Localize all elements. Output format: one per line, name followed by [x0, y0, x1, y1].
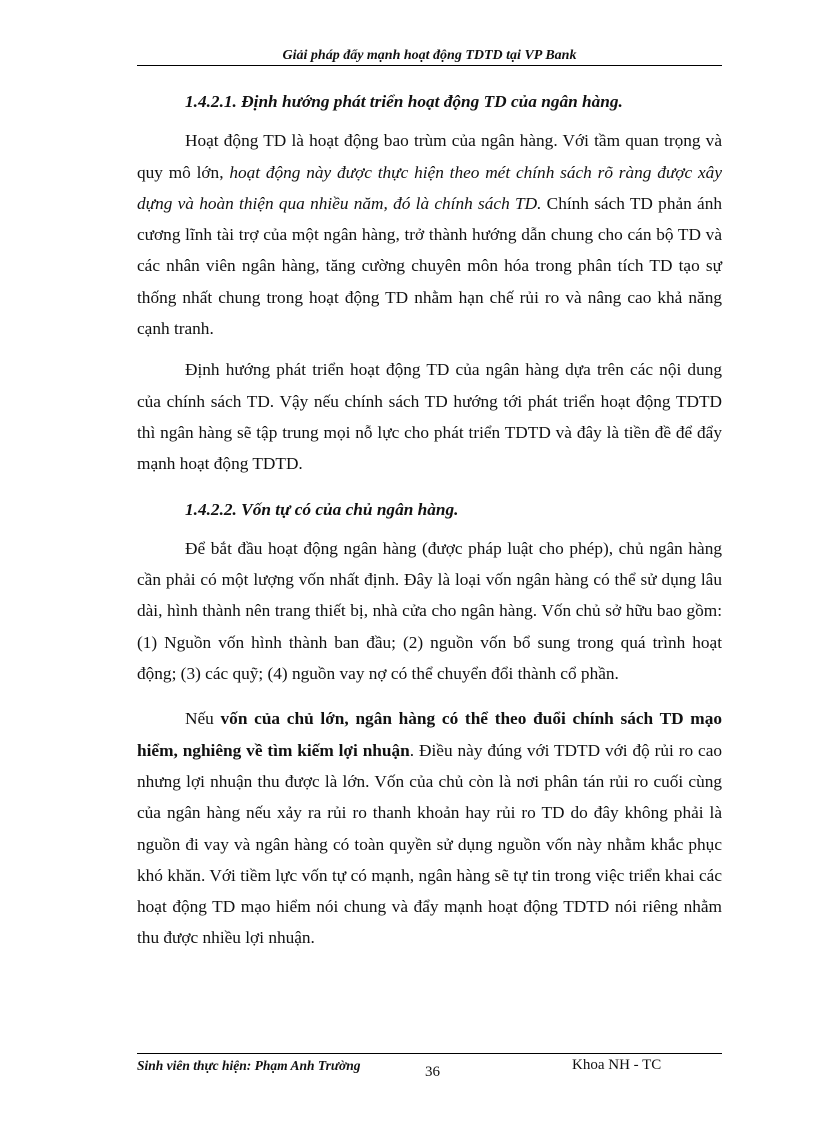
paragraph: [137, 125, 722, 344]
paragraph: [137, 703, 722, 953]
paragraph-text: Hoạt động TD là hoạt động bao trùm của ngân hàng. Với tầm quan trọng và quy mô lớn,: [137, 131, 722, 182]
page-header: [137, 48, 722, 66]
footer-student: Sinh viên thực hiện: Phạm Anh Trường: [137, 1058, 361, 1073]
document-body: [137, 86, 722, 964]
bold-text: vốn của chủ lớn, ngân hàng có thể theo đuổi chính sách TD mạo hiểm, nghiêng về tìm kiếm lợi nhuận: [137, 709, 722, 760]
section-heading: 1.4.2.1. Định hướng phát triển hoạt động TD của ngân hàng.: [185, 92, 623, 111]
paragraph: Định hướng phát triển hoạt động TD của ngân hàng dựa trên các nội dung của chính sách TD. Vậy nếu chính sách TD hướng tới phát triển hoạt động TDTD thì ngân hàng sẽ tập trung mọi nỗ lực cho phát triển TDTD và đây là tiền đề để đẩy mạnh hoạt động TDTD.: [137, 360, 722, 474]
italic-text: hoạt động này được thực hiện theo mét chính sách rõ ràng được xây dựng và hoàn thiện qua nhiều năm, đó là chính sách TD.: [137, 162, 722, 213]
footer-faculty: Khoa NH - TC: [572, 1057, 662, 1073]
paragraph-text: . Điều này đúng với TDTD với độ rủi ro cao nhưng lợi nhuận thu được là lớn. Vốn của chủ còn là nơi phân tán rủi ro cuối cùng của ngân hàng nếu xảy ra rủi ro thanh khoản hay rủi ro TD do đây không phải là nguồn đi vay và ngân hàng có toàn quyền sử dụng nguồn vốn này nhằm khắc phục khó khăn. Với tiềm lực vốn tự có mạnh, ngân hàng sẽ tự tin trong việc triển khai các hoạt động TD mạo hiểm nói chung và đẩy mạnh hoạt động TDTD nói riêng nhằm thu được nhiều lợi nhuận.: [137, 740, 723, 948]
paragraph-text: Nếu: [185, 709, 221, 729]
section-heading: 1.4.2.2. Vốn tự có của chủ ngân hàng.: [185, 499, 459, 519]
header-title: Giải pháp đẩy mạnh hoạt động TDTD tại VP Bank: [282, 48, 577, 63]
paragraph-text: Chính sách TD phản ánh cương lĩnh tài trợ của một ngân hàng, trở thành hướng dẫn chung cho cán bộ TD và các nhân viên ngân hàng, tăng cường chuyên môn hóa trong phân tích TD tạo sự thống nhất chung trong hoạt động TD nhằm hạn chế rủi ro và nâng cao khả năng cạnh tranh.: [137, 193, 723, 339]
footer-divider: [137, 1053, 722, 1054]
page-number: 36: [425, 1064, 440, 1080]
paragraph: Để bắt đầu hoạt động ngân hàng (được pháp luật cho phép), chủ ngân hàng cần phải có một lượng vốn nhất định. Đây là loại vốn ngân hàng có thể sử dụng lâu dài, hình thành nên trang thiết bị, nhà cửa cho ngân hàng. Vốn chủ sở hữu bao gồm: (1) Nguồn vốn hình thành ban đầu; (2) nguồn vốn bổ sung trong quá trình hoạt động; (3) các quỹ; (4) nguồn vay nợ có thể chuyển đổi thành cổ phần.: [137, 538, 722, 684]
